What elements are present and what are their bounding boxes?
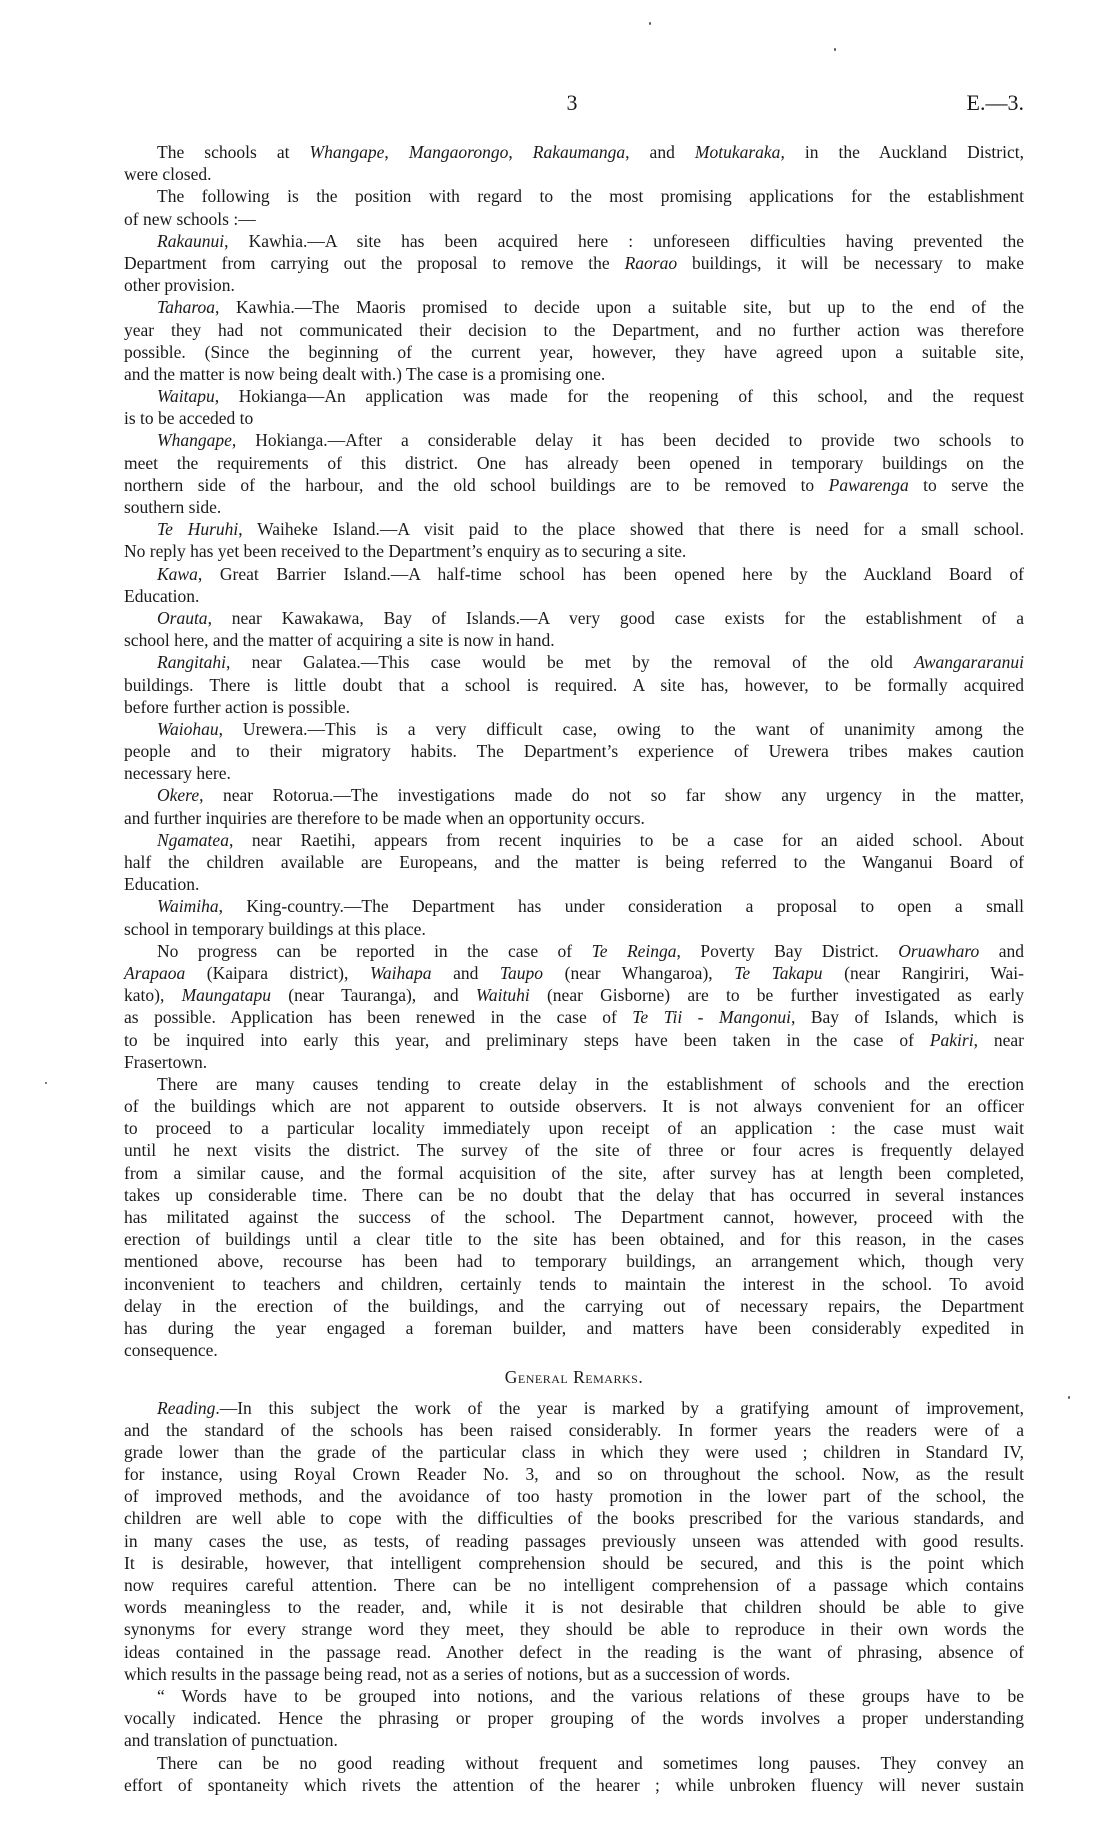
- text-run: school here, and the matter of acquiring a site is now in hand.: [124, 630, 555, 651]
- italic-place-name: Pakiri: [929, 1029, 974, 1050]
- text-line: [124, 274, 1024, 296]
- text-run: The following is the position with regard to the most promising applications for the establishment: [157, 186, 1024, 207]
- text-run: of new schools :—: [124, 208, 256, 229]
- text-run: of the buildings which are not apparent to outside observers. It is not always convenient for an officer: [124, 1096, 1024, 1117]
- italic-place-name: Okere: [157, 785, 200, 806]
- section-before-heading: [124, 141, 1024, 1361]
- text-run: There can be no good reading without frequent and sometimes long pauses. They convey an: [157, 1752, 1024, 1773]
- text-run: of improved methods, and the avoidance of too hasty promotion in the lower part of the school, the: [124, 1486, 1024, 1507]
- text-line: [124, 1095, 1024, 1117]
- text-run: “ Words have to be grouped into notions, and the various relations of these groups have to be: [157, 1685, 1024, 1706]
- text-line: [124, 718, 1024, 740]
- text-line: [124, 895, 1024, 917]
- text-run: , Kawhia.—The Maoris promised to decide upon a suitable site, but up to the end of the: [215, 297, 1024, 318]
- italic-place-name: Te Takapu: [734, 962, 823, 983]
- text-run: (near Whangaroa),: [543, 962, 735, 983]
- italic-place-name: Reading: [157, 1397, 216, 1418]
- text-line: [124, 696, 1024, 718]
- paragraph: [124, 1752, 1024, 1796]
- text-run: , Waiheke Island.—A visit paid to the place showed that there is need for a small school.: [238, 519, 1024, 540]
- italic-place-name: Taupo: [499, 962, 544, 983]
- text-run: No reply has yet been received to the Department’s enquiry as to securing a site.: [124, 541, 687, 562]
- text-line: [124, 1339, 1024, 1361]
- text-run: northern side of the harbour, and the old school buildings are to be removed to: [124, 474, 829, 495]
- text-run: buildings, it will be necessary to make: [677, 252, 1025, 273]
- text-line: [124, 1295, 1024, 1317]
- text-line: [124, 1029, 1024, 1051]
- text-run: and translation of punctuation.: [124, 1730, 338, 1751]
- text-run: , and: [625, 142, 695, 162]
- text-line: [124, 962, 1024, 984]
- scan-speck: [834, 48, 836, 51]
- text-run: buildings. There is little doubt that a school is required. A site has, however, to be formally acquired: [124, 674, 1024, 695]
- text-run: , near Rotorua.—The investigations made do not so far show any urgency in the matter,: [199, 785, 1024, 806]
- text-line: [124, 163, 1024, 185]
- document-body: [124, 141, 1024, 1796]
- text-run: , Hokianga—An application was made for the reopening of this school, and the request: [214, 386, 1024, 407]
- text-line: [124, 141, 1024, 163]
- text-run: (Kaipara district),: [185, 962, 370, 983]
- italic-place-name: Arapaoa: [124, 962, 186, 983]
- paragraph: [124, 230, 1024, 297]
- text-run: to be inquired into early this year, and preliminary steps have been taken in the case of: [124, 1029, 930, 1050]
- text-run: No progress can be reported in the case of: [157, 940, 592, 961]
- text-line: [124, 407, 1024, 429]
- paragraph: [124, 141, 1024, 185]
- text-run: ,: [384, 142, 409, 162]
- text-run: , near Kawakawa, Bay of Islands.—A very good case exists for the establishment of a: [207, 607, 1024, 628]
- text-run: .—In this subject the work of the year is marked by a gratifying amount of improvement,: [215, 1397, 1024, 1418]
- italic-place-name: Pawarenga: [828, 474, 909, 495]
- text-line: [124, 1618, 1024, 1640]
- text-run: necessary here.: [124, 763, 231, 784]
- italic-place-name: Whangape: [157, 430, 232, 451]
- text-run: were closed.: [124, 164, 212, 185]
- text-line: [124, 1463, 1024, 1485]
- italic-place-name: Raorao: [624, 252, 678, 273]
- text-run: (near Gisborne) are to be further investigated as early: [529, 985, 1024, 1006]
- text-run: and the matter is now being dealt with.) The case is a promising one.: [124, 363, 606, 384]
- text-run: delay in the erection of the buildings, and the carrying out of necessary repairs, the Department: [124, 1295, 1024, 1316]
- paragraph: [124, 518, 1024, 562]
- text-run: , Urewera.—This is a very difficult case, owing to the want of unanimity among the: [218, 718, 1024, 739]
- text-line: [124, 807, 1024, 829]
- text-line: [124, 496, 1024, 518]
- italic-place-name: Waiohau: [157, 718, 219, 739]
- paragraph: [124, 429, 1024, 518]
- text-line: [124, 252, 1024, 274]
- text-run: The schools at: [157, 142, 310, 162]
- text-run: , Bay of Islands, which is: [790, 1007, 1024, 1028]
- italic-place-name: Maungatapu: [181, 985, 272, 1006]
- text-line: [124, 1485, 1024, 1507]
- text-run: southern side.: [124, 497, 222, 517]
- italic-place-name: Rakaunui: [157, 230, 225, 251]
- text-run: takes up considerable time. There can be no doubt that the delay that has occurred in several instances: [124, 1184, 1024, 1205]
- text-run: to proceed to a particular locality immediately upon receipt of an application : the case must wait: [124, 1118, 1024, 1139]
- text-line: [124, 1051, 1024, 1073]
- scan-speck: [1068, 1396, 1070, 1399]
- text-line: [124, 319, 1024, 341]
- text-line: [124, 1206, 1024, 1228]
- text-line: [124, 918, 1024, 940]
- italic-place-name: Motukaraka: [694, 142, 781, 162]
- text-line: [124, 452, 1024, 474]
- text-run: , near: [973, 1029, 1024, 1050]
- text-run: , Hokianga.—After a considerable delay it has been decided to provide two schools to: [231, 430, 1024, 451]
- text-run: consequence.: [124, 1340, 218, 1361]
- text-run: possible. (Since the beginning of the current year, however, they have agreed upon a suitable site,: [124, 341, 1024, 362]
- text-line: [124, 1707, 1024, 1729]
- text-line: [124, 563, 1024, 585]
- text-run: in many cases the use, as tests, of reading passages previously unseen was attended with good results.: [124, 1530, 1024, 1551]
- text-run: before further action is possible.: [124, 696, 350, 717]
- text-run: , Poverty Bay District.: [676, 940, 899, 961]
- text-line: [124, 940, 1024, 962]
- text-run: , Great Barrier Island.—A half-time school has been opened here by the Auckland Board of: [197, 563, 1024, 584]
- text-run: erection of buildings until a clear title to the site has been obtained, and for this reason, in the cases: [124, 1229, 1024, 1250]
- text-line: [124, 1397, 1024, 1419]
- paragraph: [124, 829, 1024, 896]
- text-run: for instance, using Royal Crown Reader No. 3, and so on throughout the school. Now, as the result: [124, 1464, 1024, 1485]
- italic-place-name: Mangaorongo: [408, 142, 509, 162]
- text-line: [124, 208, 1024, 230]
- text-line: [124, 784, 1024, 806]
- text-line: [124, 1685, 1024, 1707]
- text-line: [124, 607, 1024, 629]
- text-run: and further inquiries are therefore to be made when an opportunity occurs.: [124, 807, 645, 828]
- text-line: [124, 1162, 1024, 1184]
- text-run: people and to their migratory habits. The Department’s experience of Urewera tribes makes caution: [124, 741, 1024, 762]
- scan-speck: [45, 1082, 47, 1084]
- text-line: [124, 873, 1024, 895]
- text-run: There are many causes tending to create delay in the establishment of schools and the erection: [157, 1073, 1024, 1094]
- text-line: [124, 518, 1024, 540]
- text-line: [124, 1419, 1024, 1441]
- text-line: [124, 1139, 1024, 1161]
- italic-place-name: Kawa: [157, 563, 198, 584]
- text-line: [124, 1441, 1024, 1463]
- text-line: [124, 1228, 1024, 1250]
- text-run: ideas contained in the passage read. Another defect in the reading is the want of phrasing, absence of: [124, 1641, 1024, 1662]
- text-line: [124, 740, 1024, 762]
- text-run: mentioned above, recourse has been had to temporary buildings, an arrangement which, though very: [124, 1251, 1024, 1272]
- paragraph: [124, 895, 1024, 939]
- italic-place-name: Oruawharo: [898, 940, 980, 961]
- paragraph: [124, 718, 1024, 785]
- text-line: [124, 296, 1024, 318]
- text-run: vocally indicated. Hence the phrasing or proper grouping of the words involves a proper understanding: [124, 1708, 1024, 1729]
- text-line: [124, 1663, 1024, 1685]
- text-run: Department from carrying out the proposal to remove the: [124, 252, 625, 273]
- text-run: (near Rangiriri, Wai-: [822, 962, 1024, 983]
- text-run: , in the Auckland District,: [780, 142, 1024, 162]
- text-run: as possible. Application has been renewed in the case of: [124, 1007, 633, 1028]
- text-run: grade lower than the grade of the particular class in which they were used ; children in Standard IV,: [124, 1441, 1024, 1462]
- paragraph: [124, 1685, 1024, 1752]
- text-run: It is desirable, however, that intelligent comprehension should be secured, and this is the point which: [124, 1552, 1024, 1573]
- section-general-remarks: [124, 1397, 1024, 1796]
- text-line: [124, 674, 1024, 696]
- text-run: effort of spontaneity which rivets the attention of the hearer ; while unbroken fluency will never sustain: [124, 1774, 1024, 1795]
- text-run: (near Tauranga), and: [271, 985, 476, 1006]
- paragraph: [124, 940, 1024, 1073]
- italic-place-name: Waituhi: [475, 985, 530, 1006]
- text-line: [124, 762, 1024, 784]
- text-run: ,: [508, 142, 533, 162]
- italic-place-name: Orauta: [157, 607, 208, 628]
- text-run: and: [431, 962, 500, 983]
- paragraph: [124, 385, 1024, 429]
- text-run: inconvenient to teachers and children, certainly tends to maintain the interest in the school. To avoid: [124, 1273, 1024, 1294]
- page-number: 3: [566, 90, 578, 115]
- text-line: [124, 1507, 1024, 1529]
- italic-place-name: Whangape: [309, 142, 385, 162]
- text-line: [124, 1250, 1024, 1272]
- text-line: [124, 1574, 1024, 1596]
- section-heading: General Remarks.: [504, 1367, 644, 1388]
- text-run: children are well able to cope with the difficulties of the books prescribed for the various standards, and: [124, 1508, 1024, 1529]
- italic-place-name: Waihapa: [369, 962, 432, 983]
- text-line: [124, 230, 1024, 252]
- paragraph: [124, 296, 1024, 385]
- italic-place-name: Waimiha: [157, 896, 219, 917]
- italic-place-name: Ngamatea: [157, 829, 229, 850]
- paragraph: [124, 185, 1024, 229]
- text-run: year they had not communicated their decision to the Department, and no further action was therefore: [124, 319, 1024, 340]
- text-run: has during the year engaged a foreman builder, and matters have been considerably expedited in: [124, 1317, 1024, 1338]
- text-line: [124, 651, 1024, 673]
- italic-place-name: Waitapu: [157, 386, 215, 407]
- text-line: [124, 540, 1024, 562]
- italic-place-name: Te Tii - Mangonui: [632, 1007, 791, 1028]
- text-line: [124, 1317, 1024, 1339]
- text-run: to serve the: [908, 474, 1025, 495]
- text-run: , King-country.—The Department has under consideration a proposal to open a small: [218, 896, 1024, 917]
- paragraph: [124, 1073, 1024, 1361]
- italic-place-name: Te Reinga: [591, 940, 677, 961]
- italic-place-name: Rakaumanga: [532, 142, 626, 162]
- text-run: Education.: [124, 874, 200, 895]
- text-run: from a similar cause, and the formal acquisition of the site, after survey has at length been completed,: [124, 1162, 1024, 1183]
- text-line: [124, 1774, 1024, 1796]
- text-line: [124, 629, 1024, 651]
- text-line: [124, 984, 1024, 1006]
- text-line: [124, 1530, 1024, 1552]
- text-run: , Kawhia.—A site has been acquired here : unforeseen difficulties having prevented the: [224, 230, 1024, 251]
- text-line: [124, 1273, 1024, 1295]
- text-line: [124, 851, 1024, 873]
- text-line: [124, 1641, 1024, 1663]
- text-line: [124, 1552, 1024, 1574]
- text-line: [124, 1729, 1024, 1751]
- text-run: , near Raetihi, appears from recent inquiries to be a case for an aided school. About: [228, 829, 1024, 850]
- text-run: synonyms for every strange word they meet, they should be able to reproduce in their own words the: [124, 1619, 1024, 1640]
- paragraph: [124, 651, 1024, 718]
- text-line: [124, 429, 1024, 451]
- text-run: other provision.: [124, 275, 235, 296]
- text-run: meet the requirements of this district. One has already been opened in temporary buildings on the: [124, 452, 1024, 473]
- text-run: and the standard of the schools has been raised considerably. In former years the readers were of a: [124, 1419, 1024, 1440]
- text-run: Frasertown.: [124, 1051, 208, 1072]
- text-run: is to be acceded to: [124, 408, 254, 429]
- italic-place-name: Awangararanui: [914, 652, 1024, 673]
- text-run: until he next visits the district. The survey of the site of three or four acres is frequently delayed: [124, 1140, 1024, 1161]
- paragraph: [124, 607, 1024, 651]
- text-run: school in temporary buildings at this place.: [124, 918, 426, 939]
- text-run: , near Galatea.—This case would be met by the removal of the old: [226, 652, 915, 673]
- italic-place-name: Rangitahi: [157, 652, 227, 673]
- text-line: [124, 1184, 1024, 1206]
- scan-speck: [649, 22, 651, 25]
- paragraph: [124, 1397, 1024, 1685]
- text-line: [124, 1752, 1024, 1774]
- text-run: words meaningless to the reader, and, while it is not desirable that children should be able to give: [124, 1597, 1024, 1618]
- text-run: has militated against the success of the school. The Department cannot, however, proceed with the: [124, 1207, 1024, 1227]
- text-line: [124, 385, 1024, 407]
- text-line: [124, 1596, 1024, 1618]
- paragraph: [124, 563, 1024, 607]
- text-run: Education.: [124, 585, 200, 606]
- document-code: E.—3.: [966, 90, 1024, 115]
- italic-place-name: Taharoa: [157, 297, 216, 318]
- text-line: [124, 1006, 1024, 1028]
- text-run: half the children available are Europeans, and the matter is being referred to the Wanganui Board of: [124, 852, 1024, 872]
- text-line: [124, 185, 1024, 207]
- text-run: now requires careful attention. There can be no intelligent comprehension of a passage which contains: [124, 1575, 1024, 1596]
- italic-place-name: Te Huruhi: [157, 519, 239, 540]
- text-run: kato),: [124, 985, 182, 1006]
- text-line: [124, 363, 1024, 385]
- text-line: [124, 829, 1024, 851]
- text-run: which results in the passage being read, not as a series of notions, but as a succession of words.: [124, 1663, 791, 1684]
- text-line: [124, 1073, 1024, 1095]
- text-line: [124, 474, 1024, 496]
- text-line: [124, 1117, 1024, 1139]
- paragraph: [124, 784, 1024, 828]
- text-line: [124, 585, 1024, 607]
- text-run: and: [979, 940, 1024, 961]
- text-line: [124, 341, 1024, 363]
